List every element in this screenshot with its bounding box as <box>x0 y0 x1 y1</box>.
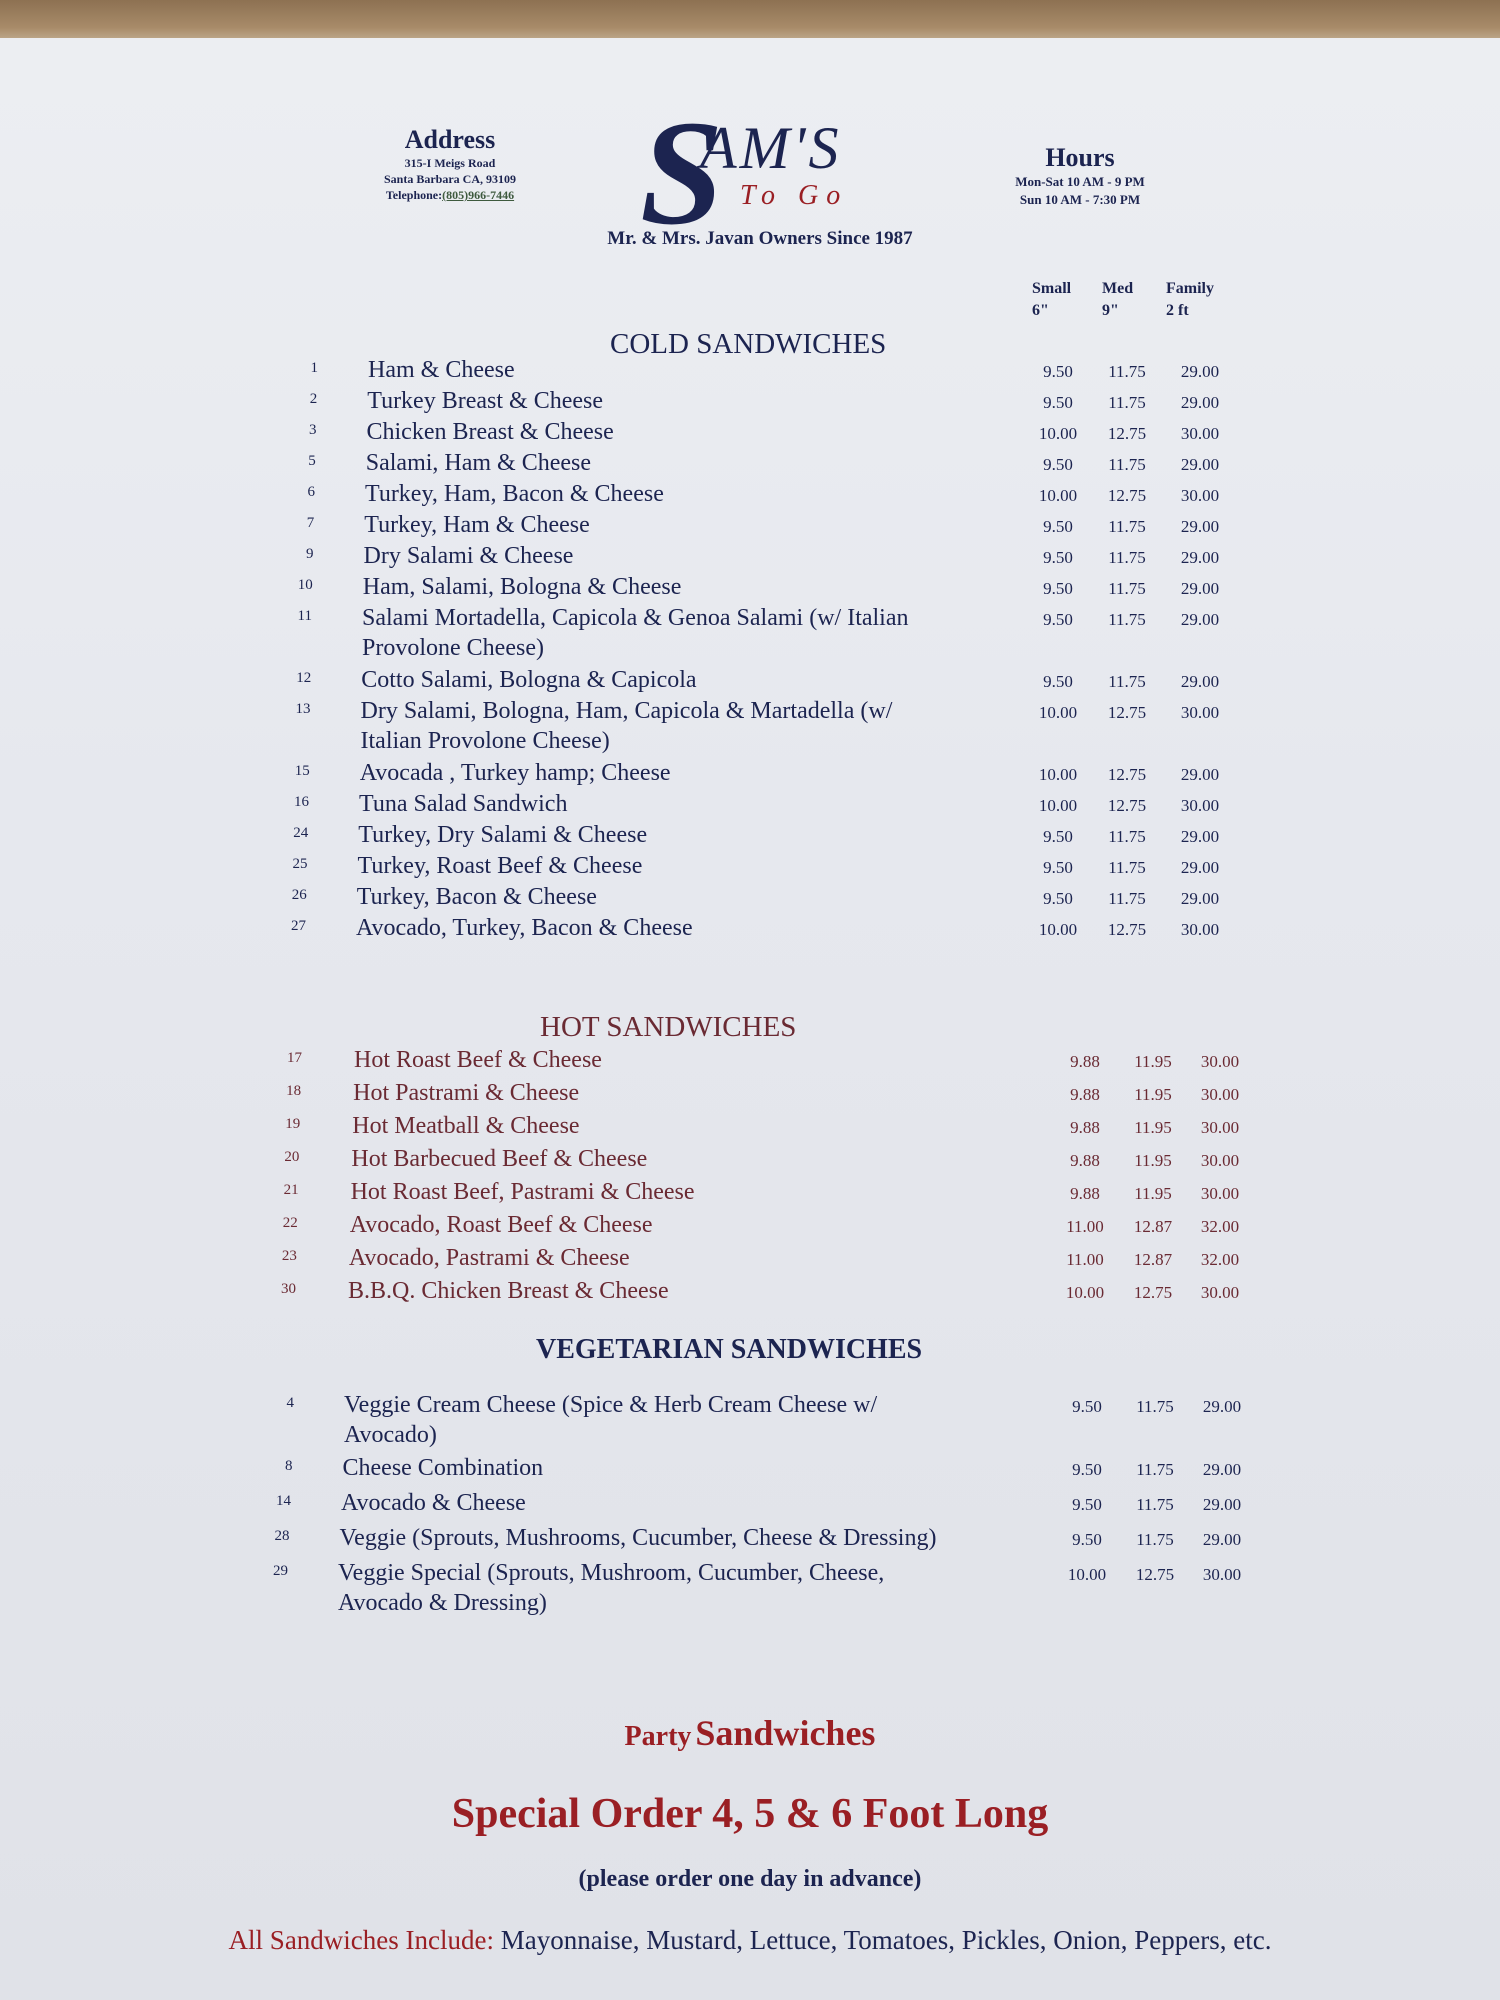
price-med: 11.75 <box>1108 548 1146 567</box>
price-family: 30.00 <box>1200 1085 1240 1104</box>
item-number: 3 <box>309 422 317 438</box>
price-med: 12.87 <box>1133 1217 1173 1236</box>
advance-notice: (please order one day in advance) <box>578 1866 922 1892</box>
price-med: 11.75 <box>1108 827 1146 846</box>
item-name: Veggie Special (Sprouts, Mushroom, Cucumber, Cheese, <box>338 1560 885 1586</box>
size-length: 6" <box>1032 302 1049 319</box>
address-city: Santa Barbara CA, 93109 <box>383 172 516 186</box>
address-street: 315-I Meigs Road <box>404 156 496 170</box>
price-family: 29.00 <box>1180 393 1220 412</box>
price-family: 29.00 <box>1180 517 1220 536</box>
price-small: 9.50 <box>1043 517 1073 536</box>
item-number: 18 <box>286 1083 302 1099</box>
item-number: 1 <box>310 360 318 376</box>
item-name: B.B.Q. Chicken Breast & Cheese <box>348 1278 669 1304</box>
price-small: 9.50 <box>1043 827 1073 846</box>
price-family: 29.00 <box>1202 1397 1242 1416</box>
item-name: Dry Salami & Cheese <box>363 543 574 569</box>
price-family: 30.00 <box>1200 1151 1240 1170</box>
size-label: Med <box>1102 280 1134 297</box>
price-family: 29.00 <box>1180 455 1220 474</box>
includes-items: Mayonnaise, Mustard, Lettuce, Tomatoes, Pickles, Onion, Peppers, etc. <box>500 1925 1272 1955</box>
price-med: 11.75 <box>1136 1530 1174 1549</box>
item-name: Veggie Cream Cheese (Spice & Herb Cream Cheese w/ <box>344 1392 878 1418</box>
hours-sunday: Sun 10 AM - 7:30 PM <box>1019 192 1141 207</box>
item-name: Ham & Cheese <box>368 357 515 383</box>
item-name: Cheese Combination <box>342 1455 544 1481</box>
item-number: 19 <box>285 1116 301 1132</box>
price-family: 29.00 <box>1202 1495 1242 1514</box>
item-number: 17 <box>287 1050 302 1066</box>
party-word: Party <box>624 1721 692 1752</box>
item-name: Hot Pastrami & Cheese <box>353 1080 580 1106</box>
includes-line <box>0 1925 1500 1956</box>
price-med: 11.95 <box>1134 1118 1172 1137</box>
price-med: 12.87 <box>1133 1250 1173 1269</box>
price-family: 32.00 <box>1200 1217 1240 1236</box>
price-med: 11.75 <box>1136 1397 1174 1416</box>
price-small: 9.50 <box>1043 579 1073 598</box>
item-number: 21 <box>283 1182 299 1198</box>
item-number: 29 <box>273 1563 288 1579</box>
item-name: Hot Roast Beef, Pastrami & Cheese <box>350 1179 695 1205</box>
hot-section-title: HOT SANDWICHES <box>540 1011 797 1043</box>
price-family: 32.00 <box>1200 1250 1240 1269</box>
price-small: 9.88 <box>1070 1184 1100 1203</box>
price-med: 12.75 <box>1107 765 1147 784</box>
item-name: Avocado, Turkey, Bacon & Cheese <box>356 915 693 941</box>
price-small: 10.00 <box>1038 424 1078 443</box>
item-name: Salami Mortadella, Capicola & Genoa Salami (w/ Italian <box>362 605 909 631</box>
item-number: 10 <box>297 577 313 593</box>
price-med: 11.95 <box>1134 1052 1172 1071</box>
price-family: 30.00 <box>1180 920 1220 939</box>
price-small: 10.00 <box>1038 703 1078 722</box>
item-name: Hot Meatball & Cheese <box>352 1113 580 1139</box>
item-number: 5 <box>308 453 316 469</box>
item-number: 12 <box>296 670 312 686</box>
price-family: 29.00 <box>1180 765 1220 784</box>
item-name: Cotto Salami, Bologna & Capicola <box>361 667 697 693</box>
item-name: Turkey, Ham & Cheese <box>364 512 590 538</box>
item-name: Dry Salami, Bologna, Ham, Capicola & Martadella (w/ <box>360 698 893 724</box>
price-med: 11.95 <box>1134 1085 1172 1104</box>
price-family: 29.00 <box>1180 579 1220 598</box>
price-family: 30.00 <box>1180 796 1220 815</box>
price-small: 10.00 <box>1065 1283 1105 1302</box>
item-name: Turkey, Bacon & Cheese <box>356 884 597 910</box>
price-small: 9.88 <box>1070 1151 1100 1170</box>
item-number: 22 <box>282 1215 298 1231</box>
price-family: 29.00 <box>1202 1460 1242 1479</box>
size-header-small <box>1032 278 1071 322</box>
price-small: 10.00 <box>1038 796 1078 815</box>
item-number: 13 <box>295 701 311 717</box>
price-family: 30.00 <box>1180 703 1220 722</box>
size-length: 9" <box>1102 302 1119 319</box>
price-med: 11.75 <box>1108 393 1146 412</box>
price-small: 9.50 <box>1072 1530 1102 1549</box>
item-name: Tuna Salad Sandwich <box>359 791 568 817</box>
price-med: 11.75 <box>1108 610 1146 629</box>
price-family: 30.00 <box>1200 1118 1240 1137</box>
item-number: 20 <box>284 1149 300 1165</box>
item-name: Italian Provolone Cheese) <box>360 728 610 754</box>
price-family: 29.00 <box>1180 827 1220 846</box>
item-number: 28 <box>274 1528 290 1544</box>
size-label: Family <box>1166 280 1214 297</box>
price-med: 12.75 <box>1135 1565 1175 1584</box>
price-med: 12.75 <box>1107 703 1147 722</box>
item-name: Avocada , Turkey hamp; Cheese <box>359 760 671 786</box>
item-number: 6 <box>307 484 315 500</box>
address-phone <box>350 187 550 203</box>
price-small: 11.00 <box>1066 1250 1104 1269</box>
price-small: 9.50 <box>1043 393 1073 412</box>
item-number: 27 <box>291 918 306 934</box>
logo-name: AM'S <box>700 115 842 181</box>
hours-block <box>980 143 1180 209</box>
price-family: 29.00 <box>1180 672 1220 691</box>
price-small: 9.50 <box>1043 455 1073 474</box>
size-header-med <box>1102 278 1133 322</box>
price-small: 9.50 <box>1043 362 1073 381</box>
item-name: Avocado & Dressing) <box>338 1590 547 1616</box>
item-number: 4 <box>286 1395 294 1411</box>
price-family: 30.00 <box>1200 1184 1240 1203</box>
item-number: 11 <box>297 608 312 624</box>
price-med: 11.95 <box>1134 1151 1172 1170</box>
price-small: 9.50 <box>1072 1460 1102 1479</box>
price-med: 11.75 <box>1108 672 1146 691</box>
item-name: Turkey, Ham, Bacon & Cheese <box>365 481 664 507</box>
price-family: 30.00 <box>1180 424 1220 443</box>
price-med: 11.75 <box>1108 858 1146 877</box>
logo-tagline: To Go <box>740 180 849 211</box>
price-family: 29.00 <box>1180 362 1220 381</box>
item-number: 14 <box>276 1493 291 1509</box>
item-number: 15 <box>294 763 310 779</box>
price-small: 9.50 <box>1043 672 1073 691</box>
price-small: 9.50 <box>1072 1495 1102 1514</box>
item-number: 8 <box>285 1458 293 1474</box>
price-small: 9.88 <box>1070 1085 1100 1104</box>
price-small: 9.50 <box>1043 610 1073 629</box>
item-name: Avocado, Roast Beef & Cheese <box>349 1212 653 1238</box>
size-header-family <box>1166 278 1214 322</box>
item-name: Hot Roast Beef & Cheese <box>354 1047 602 1073</box>
price-small: 9.50 <box>1043 858 1073 877</box>
price-small: 10.00 <box>1038 765 1078 784</box>
price-small: 9.88 <box>1070 1052 1100 1071</box>
price-small: 10.00 <box>1067 1565 1107 1584</box>
includes-label: All Sandwiches Include: <box>228 1925 494 1955</box>
price-med: 11.75 <box>1108 362 1146 381</box>
item-name: Turkey, Dry Salami & Cheese <box>358 822 648 848</box>
address-heading: Address <box>404 125 496 154</box>
price-med: 12.75 <box>1107 424 1147 443</box>
price-family: 29.00 <box>1180 889 1220 908</box>
price-med: 11.75 <box>1136 1460 1174 1479</box>
item-name: Hot Barbecued Beef & Cheese <box>351 1146 648 1172</box>
veg-section-title: VEGETARIAN SANDWICHES <box>536 1334 923 1365</box>
item-number: 23 <box>281 1248 297 1264</box>
item-name: Provolone Cheese) <box>362 635 544 661</box>
price-med: 12.75 <box>1107 486 1147 505</box>
phone-label: Telephone: <box>385 188 443 202</box>
price-small: 10.00 <box>1038 486 1078 505</box>
item-name: Avocado, Pastrami & Cheese <box>348 1245 630 1271</box>
price-med: 12.75 <box>1107 920 1147 939</box>
party-sandwiches-heading <box>0 1712 1500 1754</box>
item-number: 26 <box>291 887 307 903</box>
price-family: 29.00 <box>1180 858 1220 877</box>
price-small: 9.50 <box>1043 889 1073 908</box>
price-small: 9.50 <box>1072 1397 1102 1416</box>
item-number: 30 <box>281 1281 296 1297</box>
item-name: Chicken Breast & Cheese <box>366 419 614 445</box>
size-length: 2 ft <box>1166 302 1189 319</box>
price-small: 11.00 <box>1066 1217 1104 1236</box>
price-med: 11.75 <box>1136 1495 1174 1514</box>
item-number: 25 <box>292 856 308 872</box>
cold-section-title: COLD SANDWICHES <box>610 328 887 360</box>
item-number: 2 <box>309 391 318 407</box>
price-family: 30.00 <box>1200 1283 1240 1302</box>
special-order-line: Special Order 4, 5 & 6 Foot Long <box>451 1791 1049 1837</box>
price-family: 30.00 <box>1200 1052 1240 1071</box>
price-med: 12.75 <box>1133 1283 1173 1302</box>
item-number: 16 <box>294 794 309 810</box>
item-number: 9 <box>306 546 314 562</box>
price-med: 11.75 <box>1108 455 1146 474</box>
price-small: 9.50 <box>1043 548 1073 567</box>
item-number: 24 <box>293 825 309 841</box>
price-family: 30.00 <box>1180 486 1220 505</box>
item-name: Avocado) <box>344 1422 437 1448</box>
item-name: Turkey Breast & Cheese <box>367 388 603 414</box>
sandwiches-word: Sandwiches <box>695 1713 876 1753</box>
price-family: 29.00 <box>1180 610 1220 629</box>
item-number: 7 <box>306 515 315 531</box>
price-med: 11.75 <box>1108 579 1146 598</box>
price-family: 30.00 <box>1202 1565 1242 1584</box>
item-name: Avocado & Cheese <box>341 1490 526 1516</box>
price-small: 10.00 <box>1038 920 1078 939</box>
item-name: Ham, Salami, Bologna & Cheese <box>362 574 682 600</box>
item-name: Veggie (Sprouts, Mushrooms, Cucumber, Cheese & Dressing) <box>339 1525 937 1551</box>
logo-initial: S <box>640 90 724 256</box>
price-med: 11.75 <box>1108 517 1146 536</box>
item-name: Turkey, Roast Beef & Cheese <box>357 853 643 879</box>
price-med: 11.95 <box>1134 1184 1172 1203</box>
price-family: 29.00 <box>1180 548 1220 567</box>
phone-number: (805)966-7446 <box>442 188 515 202</box>
hours-heading: Hours <box>1045 143 1115 172</box>
address-block <box>350 125 550 203</box>
owners-line: Mr. & Mrs. Javan Owners Since 1987 <box>607 228 913 249</box>
price-small: 9.88 <box>1070 1118 1100 1137</box>
hours-weekday: Mon-Sat 10 AM - 9 PM <box>1015 174 1145 189</box>
size-label: Small <box>1032 280 1072 297</box>
price-family: 29.00 <box>1202 1530 1242 1549</box>
price-med: 12.75 <box>1107 796 1147 815</box>
price-med: 11.75 <box>1108 889 1146 908</box>
item-name: Salami, Ham & Cheese <box>365 450 592 476</box>
